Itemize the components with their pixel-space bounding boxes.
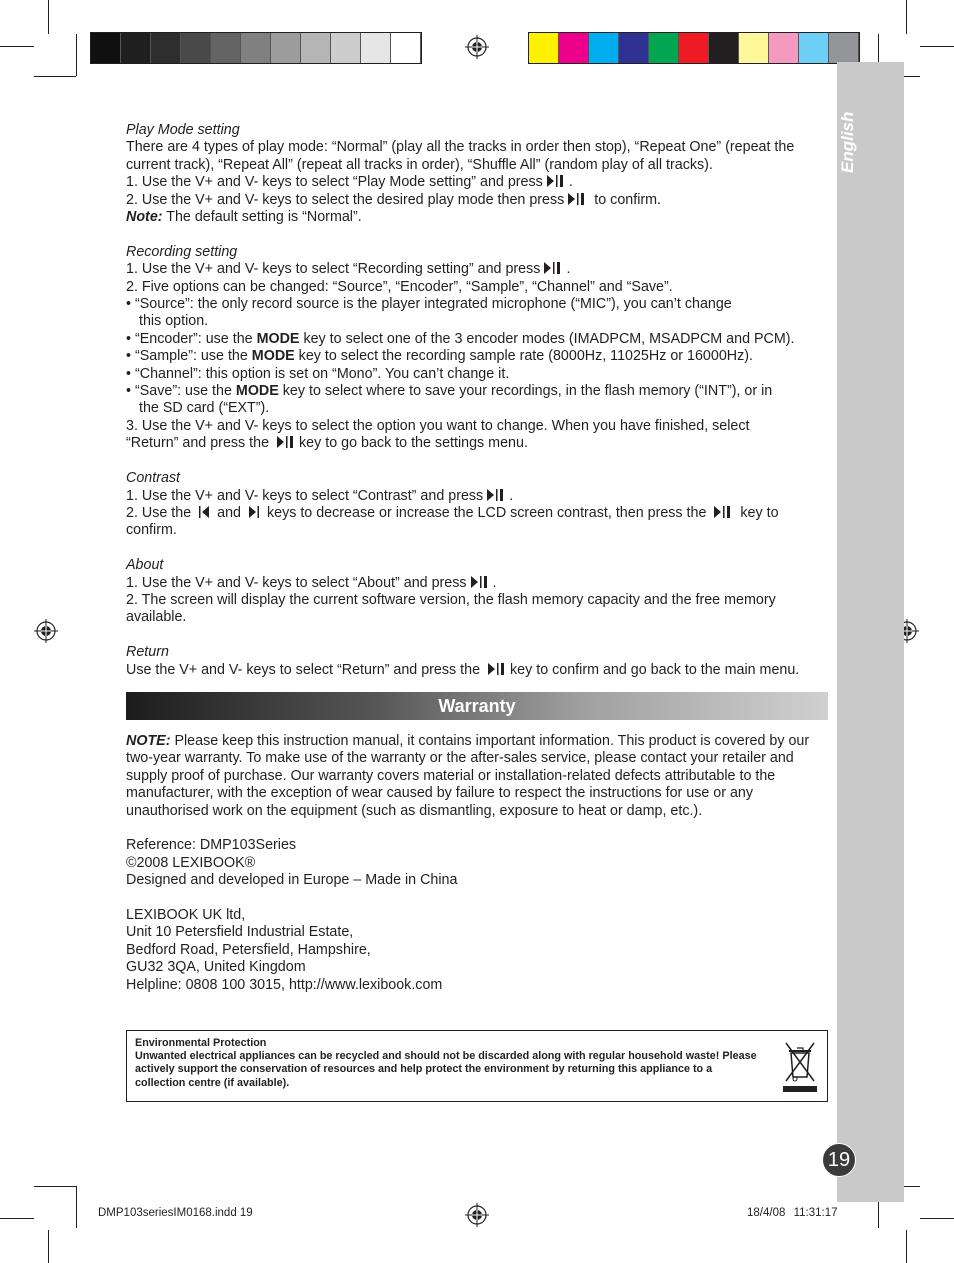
reference: Reference: DMP103Series — [126, 837, 297, 854]
warranty-heading: Warranty — [126, 692, 828, 720]
crop-mark — [920, 46, 954, 47]
paragraph — [126, 488, 831, 505]
text: 2. Use the V+ and V- keys to select the desired play mode then press — [126, 191, 565, 208]
previous-icon — [198, 505, 210, 519]
paragraph: 3. Use the V+ and V- keys to select the option you want to change. When you have finished, select — [126, 417, 750, 434]
text: 1. Use the V+ and V- keys to select “About” and press — [126, 574, 467, 591]
crop-mark — [48, 0, 49, 34]
color-swatch — [331, 33, 361, 63]
play-pause-icon — [546, 174, 566, 188]
color-swatch — [151, 33, 181, 63]
crop-mark — [34, 1186, 76, 1187]
crop-mark — [920, 1218, 954, 1219]
note — [126, 209, 831, 226]
paragraph — [126, 174, 831, 191]
text: key to confirm and go back to the main menu. — [510, 661, 800, 678]
paragraph — [126, 435, 831, 452]
paragraph: There are 4 types of play mode: “Normal” (play all the tracks in order then stop), “Repeat One” (repeat the current track), “Repeat All” (repeat all tracks in order), “Shuffle All” (random play of all tracks). — [126, 139, 795, 173]
color-swatch — [529, 33, 559, 63]
warranty-note — [126, 733, 831, 820]
color-swatch — [709, 33, 739, 63]
address-line: LEXIBOOK UK ltd, — [126, 907, 246, 924]
warranty-section — [126, 733, 831, 994]
color-swatch — [799, 33, 829, 63]
color-swatch — [241, 33, 271, 63]
color-swatch — [211, 33, 241, 63]
paragraph — [126, 383, 831, 400]
paragraph — [126, 575, 831, 592]
note-label: Note: — [126, 209, 163, 226]
color-swatch — [829, 33, 859, 63]
text: . — [492, 574, 497, 591]
text: . — [509, 487, 514, 504]
helpline: Helpline: 0808 100 3015, http://www.lexibook.com — [126, 976, 443, 993]
address-line: Bedford Road, Petersfield, Hampshire, — [126, 941, 371, 958]
color-swatch — [589, 33, 619, 63]
color-swatch — [361, 33, 391, 63]
color-swatch — [649, 33, 679, 63]
text: key to select where to save your recordings, in the flash memory (“INT”), or in — [278, 383, 773, 400]
file-info: DMP103seriesIM0168.indd 19 — [98, 1207, 253, 1219]
play-pause-icon — [470, 575, 490, 589]
section-heading-contrast: Contrast — [126, 470, 181, 487]
paragraph — [126, 192, 831, 209]
note-label: NOTE: — [126, 733, 171, 749]
mode-key-label: MODE — [235, 383, 279, 400]
text: key to select the recording sample rate (8000Hz, 11025Hz or 16000Hz). — [294, 348, 753, 365]
next-icon — [248, 505, 260, 519]
color-swatch — [679, 33, 709, 63]
play-pause-icon — [543, 261, 563, 275]
play-pause-icon — [567, 192, 587, 206]
paragraph — [126, 261, 831, 278]
paragraph: • “Source”: the only record source is the player integrated microphone (“MIC”), you can’t change — [126, 296, 732, 313]
text: • “Save”: use the — [126, 383, 236, 400]
text: 2. Use the — [126, 504, 192, 521]
text: key to select one of the 3 encoder modes (IMADPCM, MSADPCM and PCM). — [299, 330, 795, 347]
text: . — [568, 174, 573, 191]
registration-mark-icon — [465, 35, 489, 59]
mode-key-label: MODE — [251, 348, 295, 365]
paragraph — [126, 348, 831, 365]
mode-key-label: MODE — [256, 330, 300, 347]
text: to confirm. — [594, 191, 662, 208]
text: Use the V+ and V- keys to select “Return” and press the — [126, 661, 481, 678]
crossed-bin-icon — [783, 1039, 817, 1093]
environment-text: Unwanted electrical appliances can be recycled and should not be discarded along with regular household waste! Please actively support the conservation of resources and help protect the environment by returning this appliance to a collection centre (if available). — [135, 1050, 757, 1089]
crop-mark — [0, 1218, 34, 1219]
color-swatch — [181, 33, 211, 63]
crop-mark — [76, 1186, 77, 1228]
section-heading-return: Return — [126, 644, 169, 661]
date: 18/4/08 — [747, 1207, 786, 1219]
color-swatch — [739, 33, 769, 63]
text: and — [217, 504, 241, 521]
text: 1. Use the V+ and V- keys to select “Contrast” and press — [126, 487, 484, 504]
paragraph: • “Channel”: this option is set on “Mono”. You can’t change it. — [126, 365, 510, 382]
paragraph — [126, 505, 831, 522]
text: • “Encoder”: use the — [126, 330, 257, 347]
text: 1. Use the V+ and V- keys to select “Play Mode setting” and press — [126, 174, 543, 191]
color-swatch — [301, 33, 331, 63]
text: “Return” and press the — [126, 435, 270, 452]
grayscale-color-bar — [90, 32, 422, 64]
copyright: ©2008 LEXIBOOK® — [126, 854, 256, 871]
text: • “Sample”: use the — [126, 348, 252, 365]
color-swatch — [619, 33, 649, 63]
environmental-protection-box — [126, 1030, 828, 1102]
crop-mark — [0, 46, 34, 47]
process-color-bar — [528, 32, 860, 64]
text: key to — [740, 504, 779, 521]
color-swatch — [271, 33, 301, 63]
play-pause-icon — [486, 488, 506, 502]
origin: Designed and developed in Europe – Made in China — [126, 872, 458, 889]
page-number: 19 — [822, 1143, 856, 1177]
paragraph — [126, 662, 831, 679]
paragraph: the SD card (“EXT”). — [139, 400, 270, 417]
crop-mark — [76, 34, 77, 76]
color-swatch — [121, 33, 151, 63]
language-label: English — [838, 111, 857, 173]
text: Please keep this instruction manual, it contains important information. This product is covered by our two-year warranty. To make use of the warranty or the after-sales service, please contact your retailer and supply proof of purchase. Our warranty covers material or installation-related defects attributable to the manufacturer, with the exception of wear caused by failure to respect the instructions for use or any unauthorised work on the equipment (such as dismantling, exposure to heat or damp, etc.). — [126, 733, 810, 819]
text: key to go back to the settings menu. — [299, 435, 528, 452]
text: keys to decrease or increase the LCD screen contrast, then press the — [266, 504, 707, 521]
registration-mark-icon — [465, 1203, 489, 1227]
text: The default setting is “Normal”. — [162, 209, 362, 226]
address-line: GU32 3QA, United Kingdom — [126, 959, 306, 976]
color-swatch — [559, 33, 589, 63]
registration-mark-icon — [34, 619, 58, 643]
section-heading-play-mode: Play Mode setting — [126, 122, 240, 138]
paragraph — [126, 331, 831, 348]
crop-mark — [906, 1230, 907, 1263]
paragraph: confirm. — [126, 522, 177, 539]
paragraph: 2. The screen will display the current software version, the flash memory capacity and the free memory available. — [126, 591, 776, 626]
play-pause-icon — [713, 505, 733, 519]
environment-title: Environmental Protection — [135, 1037, 267, 1049]
print-timestamp — [747, 1207, 838, 1219]
language-sidebar — [837, 62, 904, 1202]
crop-mark — [48, 1230, 49, 1263]
play-pause-icon — [487, 662, 507, 676]
crop-mark — [906, 0, 907, 34]
text: . — [566, 261, 571, 278]
play-pause-icon — [276, 435, 296, 449]
time: 11:31:17 — [793, 1207, 838, 1219]
text: 1. Use the V+ and V- keys to select “Recording setting” and press — [126, 261, 541, 278]
settings-instructions — [126, 122, 831, 679]
paragraph: 2. Five options can be changed: “Source”, “Encoder”, “Sample”, “Channel” and “Save”. — [126, 278, 673, 295]
address-line: Unit 10 Petersfield Industrial Estate, — [126, 924, 354, 941]
paragraph: this option. — [139, 313, 209, 330]
crop-mark — [34, 76, 76, 77]
section-heading-recording: Recording setting — [126, 243, 238, 260]
color-swatch — [91, 33, 121, 63]
color-swatch — [391, 33, 421, 63]
color-swatch — [769, 33, 799, 63]
section-heading-about: About — [126, 557, 164, 574]
